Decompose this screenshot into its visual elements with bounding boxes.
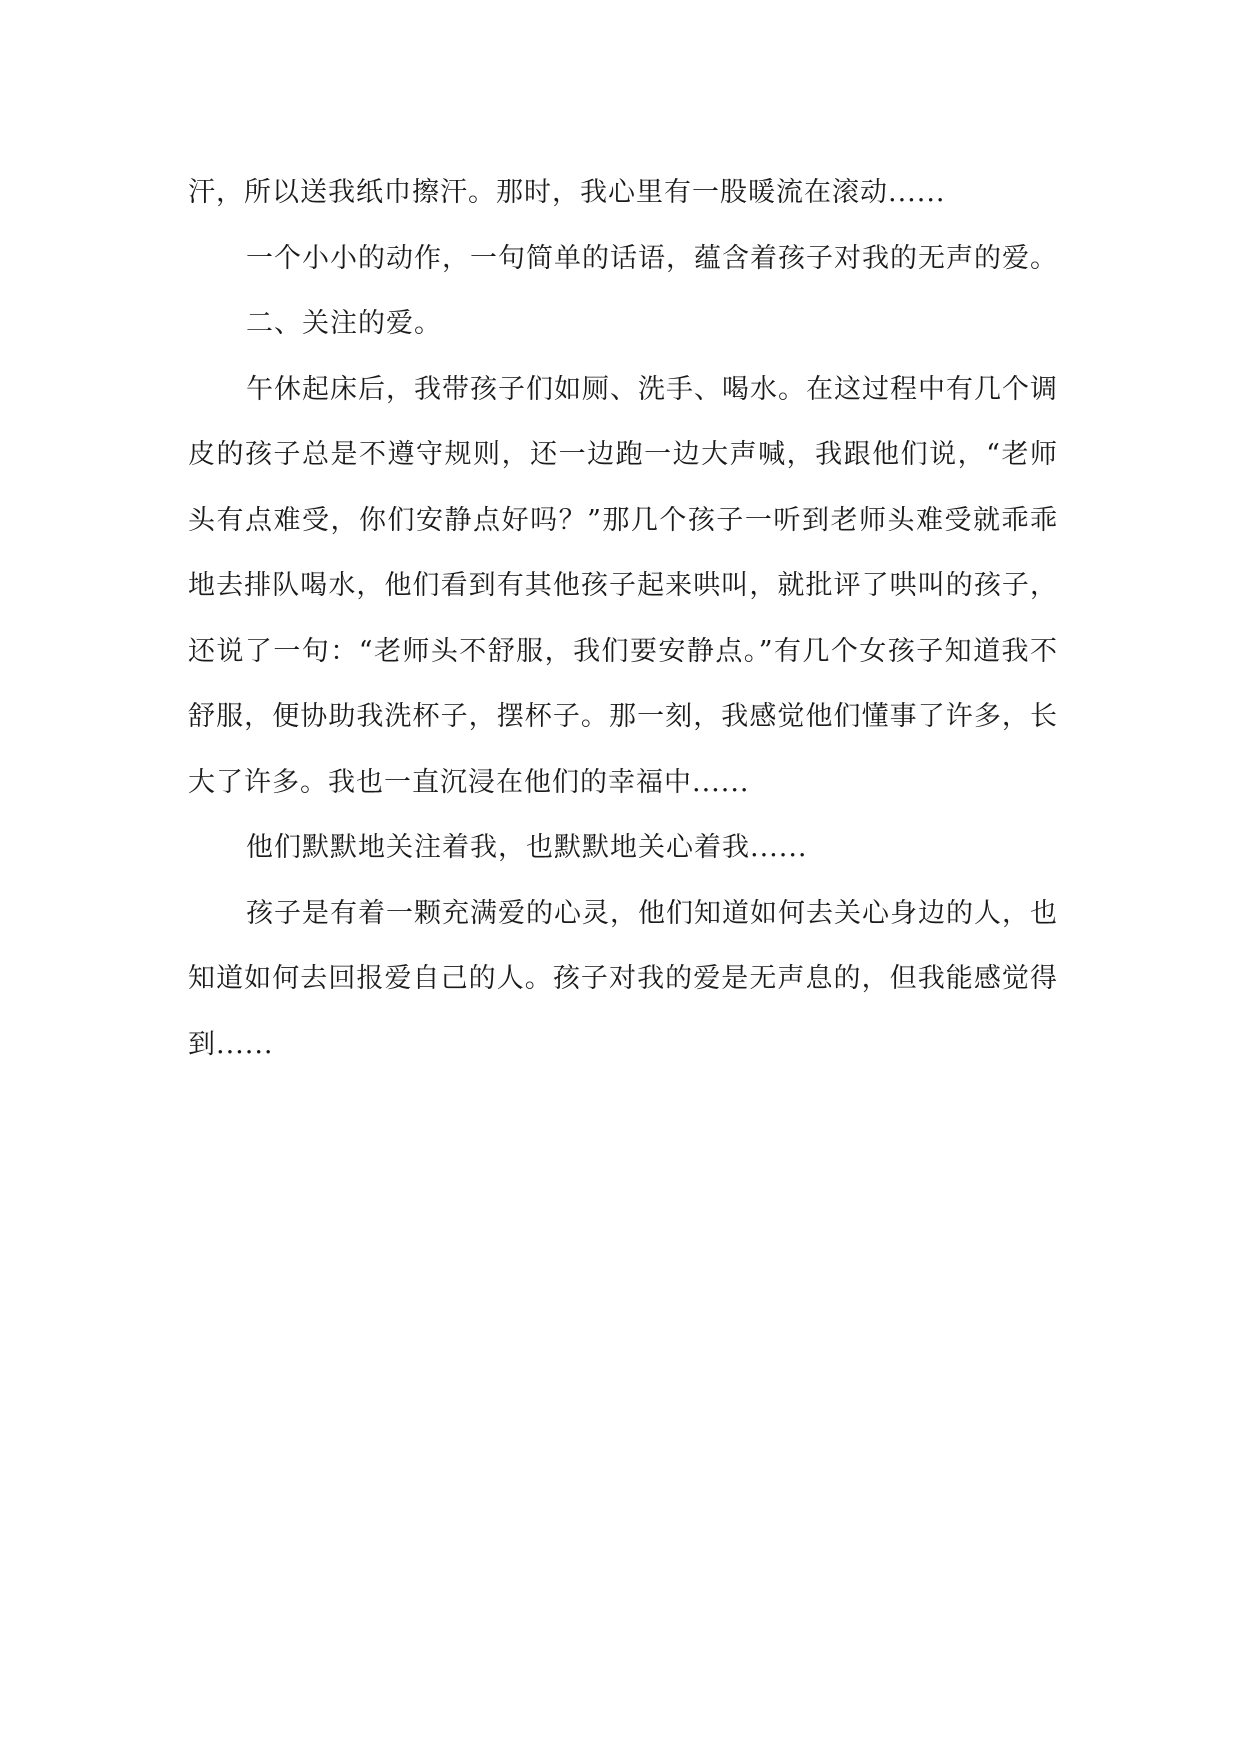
section-heading: 二、关注的爱。 bbox=[246, 308, 442, 339]
paragraph-conclusion: 孩子是有着一颗充满爱的心灵，他们知道如何去关心身边的人，也知道如何去回报爱自己的人。孩子对我的爱是无声息的，但我能感觉得到...... bbox=[188, 897, 1058, 1060]
paragraph-story: 午休起床后，我带孩子们如厕、洗手、喝水。在这过程中有几个调皮的孩子总是不遵守规则，还一边跑一边大声喊，我跟他们说，“老师头有点难受，你们安静点好吗？”那几个孩子一听到老师头难受就乖乖地去排队喝水，他们看到有其他孩子起来哄叫，就批评了哄叫的孩子，还说了一句：“老师头不舒服，我们要安静点。”有几个女孩子知道我不舒服，便协助我洗杯子，摆杯子。那一刻，我感觉他们懂事了许多，长大了许多。我也一直沉浸在他们的幸福中...... bbox=[188, 373, 1058, 798]
paragraph-summary-2: 他们默默地关注着我，也默默地关心着我...... bbox=[246, 832, 808, 863]
paragraph-continuation: 汗，所以送我纸巾擦汗。那时，我心里有一股暖流在滚动...... bbox=[188, 177, 946, 208]
paragraph-summary-1: 一个小小的动作，一句简单的话语，蕴含着孩子对我的无声的爱。 bbox=[246, 242, 1058, 274]
document-body bbox=[188, 160, 1058, 1077]
